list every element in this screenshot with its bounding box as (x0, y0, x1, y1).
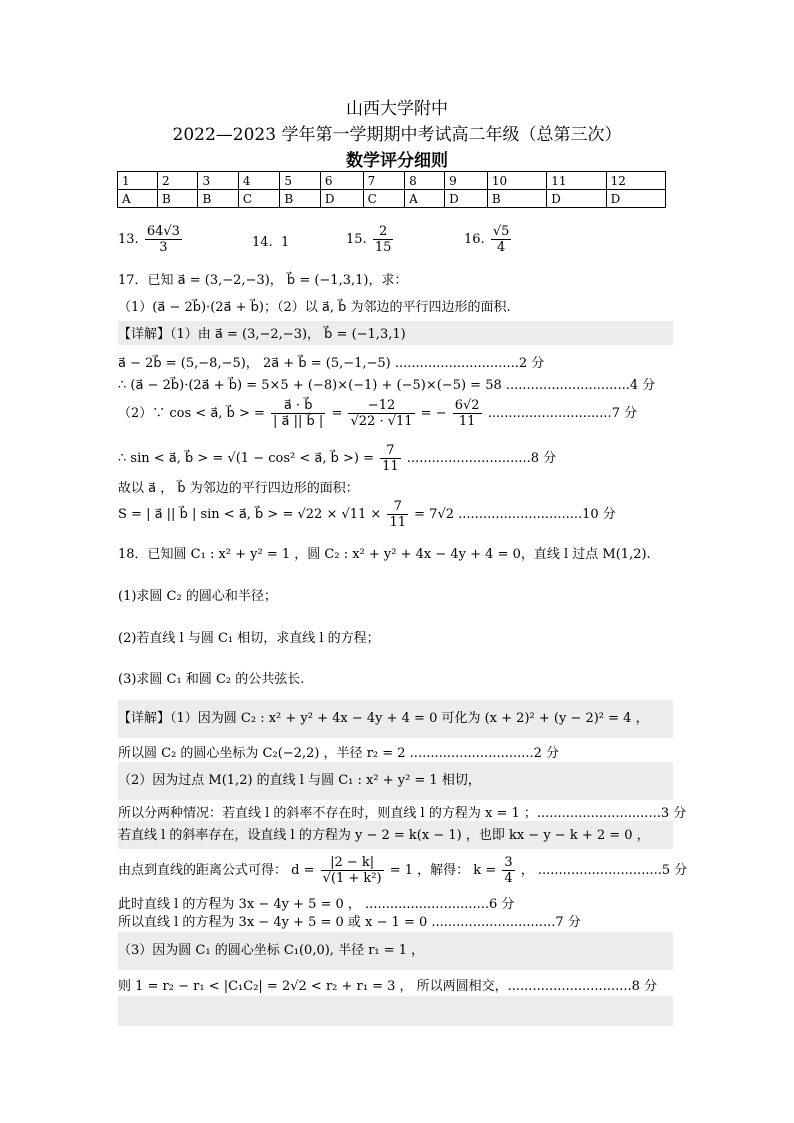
q17-area-num: 7 (387, 499, 408, 515)
q18-part-2: (2)若直线 l 与圆 C₁ 相切，求直线 l 的方程； (118, 631, 380, 646)
q17-cos-f3-num: 6√2 (454, 398, 480, 413)
q17-score-10: ..............................10 分 (458, 507, 616, 522)
q17-area-result: = 7√2 (414, 507, 455, 522)
school-name: 山西大学附中 (346, 99, 448, 119)
q18-solution-8: 所以直线 l 的方程为 3x − 4y + 5 = 0 或 x − 1 = 0 ..............................7 分 (118, 915, 581, 930)
q16-fraction (491, 224, 512, 255)
q18-k-fraction (502, 855, 514, 886)
q17-sin-den: 11 (382, 459, 399, 474)
q18-distance-fraction (321, 855, 384, 886)
answer-choice-cell: C (238, 190, 280, 208)
answer-choice-cell: A (118, 190, 158, 208)
q18-solution-5: 若直线 l 的斜率存在，设直线 l 的方程为 y − 2 = k(x − 1) ，也即 kx − y − k + 2 = 0 ， (118, 828, 650, 843)
q18-solution-2: 所以圆 C₂ 的圆心坐标为 C₂(−2,2) ，半径 r₂ = 2 ..............................2 分 (118, 746, 560, 761)
answer-number-cell: 9 (445, 172, 488, 190)
q14-value: 1 (280, 235, 290, 250)
q17-solution-5 (118, 443, 556, 474)
q14-label: 14. (252, 235, 273, 250)
answer-number-cell: 5 (280, 172, 320, 190)
answer-table-numbers-row (118, 172, 666, 190)
q17-area-den: 11 (389, 515, 407, 530)
answer-number-cell: 11 (547, 172, 606, 190)
q18-part-3: (3)求圆 C₁ 和圆 C₂ 的公共弦长. (118, 672, 305, 687)
answer-choice-cell: B (280, 190, 320, 208)
answer-choice-cell: A (405, 190, 445, 208)
q18-part-1: (1)求圆 C₂ 的圆心和半径； (118, 589, 277, 604)
q17-score-8: ..............................8 分 (406, 451, 557, 466)
q17-stem: 17．已知 a⃗ = (3,−2,−3)， b⃗ = (−1,3,1)，求： (118, 273, 408, 288)
q17-cos-f2-den: √22 · √11 (350, 414, 413, 429)
q16-denominator: 4 (496, 240, 506, 255)
q18-solution-1: 【详解】（1）因为圆 C₂ : x² + y² + 4x − 4y + 4 = 0 可化为 (x + 2)² + (y − 2)² = 4 ， (118, 711, 649, 726)
q17-cos-f3-den: 11 (458, 414, 476, 429)
q17-solution-7 (118, 499, 616, 530)
answer-number-cell: 4 (238, 172, 280, 190)
q17-solution-2: a⃗ − 2b⃗ = (5,−8,−5)， 2a⃗ + b⃗ = (5,−1,−5) ..............................2 分 (118, 356, 545, 371)
q17-solution-3: ∴ (a⃗ − 2b⃗)·(2a⃗ + b⃗) = 5×5 + (−8)×(−1) + (−5)×(−5) = 58 ..............................4 分 (118, 378, 656, 393)
q17-solution-1: 【详解】（1）由 a⃗ = (3,−2,−3)， b⃗ = (−1,3,1) (118, 327, 406, 342)
q17-cos-f1-den: | a⃗ || b⃗ | (273, 414, 324, 429)
q17-cos-f1-num: a⃗ · b⃗ (271, 398, 325, 414)
q17-solution-4 (118, 398, 637, 429)
q17-sin-prefix: ∴ sin < a⃗, b⃗ > = √(1 − cos² < a⃗, b⃗ >) = (118, 451, 374, 466)
answer-number-cell: 2 (158, 172, 198, 190)
answer-choice-cell: C (363, 190, 405, 208)
answer-choice-cell: D (547, 190, 606, 208)
q13-denominator: 3 (159, 240, 168, 255)
q13-numerator: 64√3 (146, 224, 180, 239)
answer-number-cell: 7 (363, 172, 405, 190)
q18-solution-10: 则 1 = r₂ − r₁ < |C₁C₂| = 2√2 < r₂ + r₁ = 3 ， 所以两圆相交，..............................8 分 (118, 979, 658, 994)
q17-cos-fraction-1 (271, 398, 325, 429)
q15-numerator: 2 (373, 224, 394, 240)
q18-solution-3: （2）因为过点 M(1,2) 的直线 l 与圆 C₁ : x² + y² = 1 相切， (118, 773, 481, 788)
q18-distance-mid: = 1 ，解得： k = (389, 863, 497, 878)
q17-cos-fraction-3 (453, 398, 482, 429)
answer-choice-cell: D (606, 190, 665, 208)
answer-choice-cell: B (158, 190, 198, 208)
q18-distance-num: |2 − k| (321, 855, 384, 871)
q17-area-prefix: S = | a⃗ || b⃗ | sin < a⃗, b⃗ > = √22 × √11 × (118, 507, 382, 522)
doc-title: 数学评分细则 (346, 151, 448, 171)
answer-number-cell: 3 (198, 172, 238, 190)
q18-k-den: 4 (504, 871, 513, 886)
q18-k-num: 3 (504, 855, 513, 870)
q17-solution-6: 故以 a⃗ ， b⃗ 为邻边的平行四边形的面积： (118, 481, 359, 496)
q17-cos-eq1: = (331, 406, 343, 421)
answer-choice-cell: B (487, 190, 546, 208)
q18-solution-4: 所以分两种情况：若直线 l 的斜率不存在时，则直线 l 的方程为 x = 1 ；..............................3 分 (118, 806, 687, 821)
answer-choice-cell: B (198, 190, 238, 208)
q15-answer (346, 224, 395, 255)
q18-distance-prefix: 由点到直线的距离公式可得： d = (118, 863, 315, 878)
q15-label: 15. (346, 232, 367, 247)
q17-area-fraction (387, 499, 408, 530)
q17-cos-fraction-2 (348, 398, 414, 429)
q17-cos-eq2: = − (420, 406, 447, 421)
q16-numerator: √5 (492, 224, 510, 239)
answer-number-cell: 10 (487, 172, 546, 190)
answer-table (117, 171, 666, 208)
q15-denominator: 15 (374, 240, 392, 255)
answer-number-cell: 8 (405, 172, 445, 190)
answer-choice-cell: D (320, 190, 363, 208)
q18-solution-9: （3）因为圆 C₁ 的圆心坐标 C₁(0,0), 半径 r₁ = 1 ， (118, 943, 425, 958)
q17-sin-num: 7 (380, 443, 401, 459)
answer-choice-cell: D (445, 190, 488, 208)
answer-table-answers-row (118, 190, 666, 208)
q17-cos-f2-num: −12 (348, 398, 414, 414)
q18-distance-den: √(1 + k²) (322, 871, 382, 886)
q14-answer (252, 235, 289, 250)
q18-score-5: ， ..............................5 分 (520, 863, 688, 878)
q16-answer (464, 224, 513, 255)
q13-answer (118, 224, 184, 255)
q17-score-7: ..............................7 分 (487, 406, 638, 421)
q18-solution-6 (118, 855, 687, 886)
q16-label: 16. (464, 232, 485, 247)
q18-stem: 18．已知圆 C₁ : x² + y² = 1 ，圆 C₂ : x² + y² + 4x − 4y + 4 = 0，直线 l 过点 M(1,2). (118, 547, 651, 562)
exam-name: 2022—2023 学年第一学期期中考试高二年级（总第三次） (172, 125, 622, 145)
answer-number-cell: 12 (606, 172, 665, 190)
q13-fraction (145, 224, 182, 255)
q17-sin-fraction (380, 443, 401, 474)
q13-label: 13. (118, 232, 139, 247)
q15-fraction (373, 224, 394, 255)
q18-solution-7: 此时直线 l 的方程为 3x − 4y + 5 = 0 ， ..............................6 分 (118, 897, 515, 912)
q17-parts: （1）(a⃗ − 2b⃗)·(2a⃗ + b⃗)；（2）以 a⃗, b⃗ 为邻边的平行四边形的面积. (118, 300, 511, 315)
answer-number-cell: 1 (118, 172, 158, 190)
q18-shade-5 (118, 996, 673, 1026)
answer-number-cell: 6 (320, 172, 363, 190)
q17-cos-prefix: （2）∵ cos < a⃗, b⃗ > = (118, 406, 265, 421)
